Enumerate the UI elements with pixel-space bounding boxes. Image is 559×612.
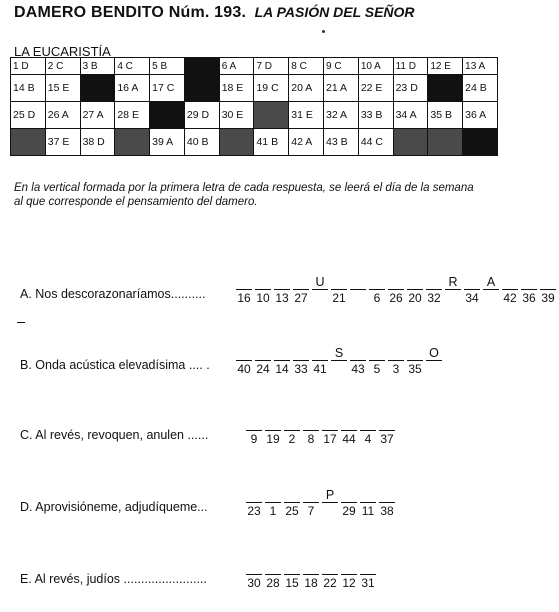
slot-letter: [322, 560, 338, 575]
answer-slot[interactable]: [312, 346, 328, 377]
grid-cell[interactable]: 11 D: [393, 58, 428, 75]
slot-number: 33: [294, 362, 308, 376]
slot-letter: P: [322, 488, 338, 503]
grid-cell[interactable]: 31 E: [289, 102, 324, 129]
slot-number: 16: [237, 291, 251, 305]
slot-number: 38: [380, 504, 394, 518]
answer-slot[interactable]: [255, 275, 271, 306]
grid-cell-blocked[interactable]: [428, 129, 463, 156]
slot-number: 8: [307, 432, 315, 446]
grid-cell-blocked[interactable]: [393, 129, 428, 156]
grid-cell[interactable]: 40 B: [184, 129, 219, 156]
slot-number: 19: [266, 432, 280, 446]
grid-cell[interactable]: 32 A: [324, 102, 359, 129]
answer-slot[interactable]: [322, 560, 338, 591]
answer-slot[interactable]: [483, 275, 499, 290]
answer-slot[interactable]: [540, 275, 556, 306]
grid-cell[interactable]: 30 E: [219, 102, 254, 129]
grid-cell[interactable]: 38 D: [80, 129, 115, 156]
grid-cell[interactable]: 23 D: [393, 75, 428, 102]
slot-number: 27: [294, 291, 308, 305]
slot-number: 35: [408, 362, 422, 376]
slot-letter: [312, 346, 328, 361]
slot-letter: [464, 275, 480, 290]
grid-cell[interactable]: 1 D: [11, 58, 46, 75]
grid-cell[interactable]: 44 C: [358, 129, 393, 156]
answer-slot[interactable]: [426, 275, 442, 306]
answer-slot[interactable]: [246, 416, 262, 447]
slot-number: 25: [285, 504, 299, 518]
slot-letter: [303, 560, 319, 575]
answer-slots: [246, 416, 398, 447]
slot-number: 4: [364, 432, 372, 446]
slot-number: 39: [541, 291, 555, 305]
slot-number: 32: [427, 291, 441, 305]
grid-cell[interactable]: 29 D: [184, 102, 219, 129]
slot-letter: O: [426, 346, 442, 361]
slot-number: 26: [389, 291, 403, 305]
slot-letter: [369, 346, 385, 361]
answer-slot[interactable]: [360, 560, 376, 591]
slot-letter: [293, 275, 309, 290]
grid-cell[interactable]: 36 A: [463, 102, 498, 129]
slot-letter: [350, 275, 366, 290]
grid-cell[interactable]: 2 C: [45, 58, 80, 75]
answer-slot[interactable]: [284, 488, 300, 519]
grid-cell[interactable]: 34 A: [393, 102, 428, 129]
slot-number: 43: [351, 362, 365, 376]
slot-letter: [322, 416, 338, 431]
slot-letter: [388, 275, 404, 290]
answer-slot[interactable]: [464, 275, 480, 306]
answer-slot[interactable]: [388, 346, 404, 377]
grid-cell[interactable]: 3 B: [80, 58, 115, 75]
slot-number: 29: [342, 504, 356, 518]
slot-number: 41: [313, 362, 327, 376]
slot-number: 9: [250, 432, 258, 446]
grid-cell[interactable]: 25 D: [11, 102, 46, 129]
answer-slot[interactable]: [303, 560, 319, 591]
answer-slot[interactable]: [265, 488, 281, 519]
slot-letter: [369, 275, 385, 290]
slot-letter: R: [445, 275, 461, 290]
answer-slots: [236, 275, 559, 306]
grid-cell-blocked[interactable]: [219, 129, 254, 156]
grid-cell-blocked[interactable]: [184, 75, 219, 102]
answer-slot[interactable]: [236, 275, 252, 306]
slot-number: 44: [342, 432, 356, 446]
slot-letter: [284, 560, 300, 575]
answer-slot[interactable]: [350, 275, 366, 290]
slot-letter: [502, 275, 518, 290]
answer-slots: [246, 488, 398, 519]
slot-letter: [303, 416, 319, 431]
answer-slots: [246, 560, 379, 591]
grid-row: [11, 58, 498, 75]
slot-number: 2: [288, 432, 296, 446]
grid-cell-blocked[interactable]: [150, 102, 185, 129]
grid-cell[interactable]: 22 E: [358, 75, 393, 102]
answer-slot[interactable]: [303, 416, 319, 447]
answer-slot[interactable]: [369, 275, 385, 306]
slot-number: 10: [256, 291, 270, 305]
answer-slot[interactable]: [341, 488, 357, 519]
slot-letter: [360, 416, 376, 431]
grid-cell[interactable]: 6 A: [219, 58, 254, 75]
damero-grid: [10, 57, 498, 156]
slot-letter: [274, 275, 290, 290]
grid-cell[interactable]: 18 E: [219, 75, 254, 102]
slot-letter: [255, 346, 271, 361]
slot-number: 20: [408, 291, 422, 305]
clue-text: D. Aprovisióneme, adjudíqueme...: [20, 500, 208, 514]
grid-cell[interactable]: 16 A: [115, 75, 150, 102]
slot-letter: [265, 488, 281, 503]
slot-number: 31: [361, 576, 375, 590]
slot-number: 14: [275, 362, 289, 376]
slot-letter: [255, 275, 271, 290]
header: [14, 4, 415, 22]
grid-cell[interactable]: 13 A: [463, 58, 498, 75]
clue-text: C. Al revés, revoquen, anulen ......: [20, 428, 209, 442]
clue-text: A. Nos descorazonaríamos..........: [20, 287, 206, 301]
slot-number: 12: [342, 576, 356, 590]
grid-cell[interactable]: 9 C: [324, 58, 359, 75]
answer-slot[interactable]: [341, 560, 357, 591]
answer-slot[interactable]: [331, 275, 347, 306]
grid-cell-blocked[interactable]: [115, 129, 150, 156]
slot-number: 40: [237, 362, 251, 376]
slot-letter: [521, 275, 537, 290]
slot-number: 3: [392, 362, 400, 376]
slot-number: 23: [247, 504, 261, 518]
answer-slot[interactable]: [265, 560, 281, 591]
answer-slot[interactable]: [369, 346, 385, 377]
answer-slots: [236, 346, 445, 377]
slot-letter: [331, 275, 347, 290]
grid-cell-blocked[interactable]: [428, 75, 463, 102]
grid-cell[interactable]: 35 B: [428, 102, 463, 129]
grid-cell[interactable]: 28 E: [115, 102, 150, 129]
answer-slot[interactable]: [265, 416, 281, 447]
slot-number: 13: [275, 291, 289, 305]
instructions-note: En la vertical formada por la primera letra de cada respuesta, se leerá el día de la semana al que corresponde el pensamiento del damero.: [14, 182, 474, 208]
slot-letter: [379, 416, 395, 431]
grid-cell[interactable]: 39 A: [150, 129, 185, 156]
answer-slot[interactable]: [236, 346, 252, 377]
answer-slot[interactable]: [379, 416, 395, 447]
answer-slot[interactable]: [379, 488, 395, 519]
grid-cell[interactable]: 19 C: [254, 75, 289, 102]
answer-slot[interactable]: [246, 488, 262, 519]
answer-slot[interactable]: [350, 346, 366, 377]
slot-number: 37: [380, 432, 394, 446]
answer-slot[interactable]: [341, 416, 357, 447]
slot-letter: [407, 346, 423, 361]
answer-slot[interactable]: [274, 346, 290, 377]
answer-slot[interactable]: [293, 346, 309, 377]
slot-letter: U: [312, 275, 328, 290]
grid-row: [11, 129, 498, 156]
answer-slot[interactable]: [293, 275, 309, 306]
grid-cell[interactable]: 24 B: [463, 75, 498, 102]
slot-number: 18: [304, 576, 318, 590]
answer-slot[interactable]: [255, 346, 271, 377]
grid-cell[interactable]: 20 A: [289, 75, 324, 102]
slot-letter: [360, 488, 376, 503]
grid-cell-blocked[interactable]: [80, 75, 115, 102]
grid-cell[interactable]: 37 E: [45, 129, 80, 156]
slot-letter: [274, 346, 290, 361]
clue-text: E. Al revés, judíos ........................: [20, 572, 207, 586]
slot-letter: [284, 416, 300, 431]
grid-cell[interactable]: 10 A: [358, 58, 393, 75]
answer-slot[interactable]: [322, 416, 338, 447]
grid-cell[interactable]: 26 A: [45, 102, 80, 129]
slot-letter: S: [331, 346, 347, 361]
slot-letter: [341, 416, 357, 431]
slot-number: 17: [323, 432, 337, 446]
stray-dash: [17, 322, 25, 323]
answer-slot[interactable]: [426, 346, 442, 361]
slot-letter: [236, 346, 252, 361]
answer-slot[interactable]: [331, 346, 347, 361]
slot-number: 11: [361, 504, 375, 518]
slot-number: 34: [465, 291, 479, 305]
grid-cell[interactable]: 12 E: [428, 58, 463, 75]
grid-cell[interactable]: 21 A: [324, 75, 359, 102]
slot-letter: [293, 346, 309, 361]
slot-letter: [303, 488, 319, 503]
slot-letter: [341, 488, 357, 503]
answer-slot[interactable]: [407, 275, 423, 306]
slot-letter: [246, 488, 262, 503]
slot-letter: [388, 346, 404, 361]
answer-slot[interactable]: [274, 275, 290, 306]
slot-letter: [341, 560, 357, 575]
slot-number: 21: [332, 291, 346, 305]
slot-letter: [407, 275, 423, 290]
grid-cell[interactable]: 42 A: [289, 129, 324, 156]
grid-title: LA EUCARISTÍA: [14, 44, 111, 59]
slot-letter: [265, 560, 281, 575]
slot-number: 7: [307, 504, 315, 518]
grid-row: [11, 102, 498, 129]
puzzle-title: DAMERO BENDITO Núm. 193.: [14, 4, 247, 21]
slot-letter: [265, 416, 281, 431]
slot-letter: [236, 275, 252, 290]
ink-speck: [322, 30, 325, 33]
grid-cell-blocked[interactable]: [184, 58, 219, 75]
answer-slot[interactable]: [322, 488, 338, 503]
answer-slot[interactable]: [303, 488, 319, 519]
slot-number: 36: [522, 291, 536, 305]
grid-cell[interactable]: 4 C: [115, 58, 150, 75]
grid-cell-blocked[interactable]: [11, 129, 46, 156]
slot-letter: [426, 275, 442, 290]
grid-cell-blocked[interactable]: [254, 102, 289, 129]
answer-slot[interactable]: [502, 275, 518, 306]
answer-slot[interactable]: [246, 560, 262, 591]
grid-cell[interactable]: 14 B: [11, 75, 46, 102]
grid-cell[interactable]: 17 C: [150, 75, 185, 102]
grid-cell[interactable]: 8 C: [289, 58, 324, 75]
grid-cell[interactable]: 33 B: [358, 102, 393, 129]
slot-number: 6: [373, 291, 381, 305]
grid-cell[interactable]: 27 A: [80, 102, 115, 129]
slot-letter: [540, 275, 556, 290]
slot-letter: [246, 560, 262, 575]
grid-cell[interactable]: 15 E: [45, 75, 80, 102]
grid-cell[interactable]: 7 D: [254, 58, 289, 75]
slot-number: 22: [323, 576, 337, 590]
answer-slot[interactable]: [312, 275, 328, 290]
grid-cell[interactable]: 43 B: [324, 129, 359, 156]
grid-cell[interactable]: 5 B: [150, 58, 185, 75]
slot-letter: [379, 488, 395, 503]
slot-number: 1: [269, 504, 277, 518]
answer-slot[interactable]: [360, 416, 376, 447]
slot-number: 15: [285, 576, 299, 590]
grid-cell-blocked[interactable]: [463, 129, 498, 156]
slot-number: 28: [266, 576, 280, 590]
slot-letter: [284, 488, 300, 503]
slot-letter: [360, 560, 376, 575]
answer-slot[interactable]: [284, 416, 300, 447]
slot-number: 30: [247, 576, 261, 590]
answer-slot[interactable]: [445, 275, 461, 290]
slot-letter: [246, 416, 262, 431]
clue-text: B. Onda acústica elevadísima .... .: [20, 358, 210, 372]
answer-slot[interactable]: [360, 488, 376, 519]
answer-slot[interactable]: [388, 275, 404, 306]
puzzle-subtitle: LA PASIÓN DEL SEÑOR: [254, 4, 415, 20]
slot-number: 42: [503, 291, 517, 305]
slot-letter: A: [483, 275, 499, 290]
grid-row: [11, 75, 498, 102]
grid-cell[interactable]: 41 B: [254, 129, 289, 156]
answer-slot[interactable]: [407, 346, 423, 377]
slot-letter: [350, 346, 366, 361]
slot-number: 24: [256, 362, 270, 376]
answer-slot[interactable]: [284, 560, 300, 591]
answer-slot[interactable]: [521, 275, 537, 306]
slot-number: 5: [373, 362, 381, 376]
